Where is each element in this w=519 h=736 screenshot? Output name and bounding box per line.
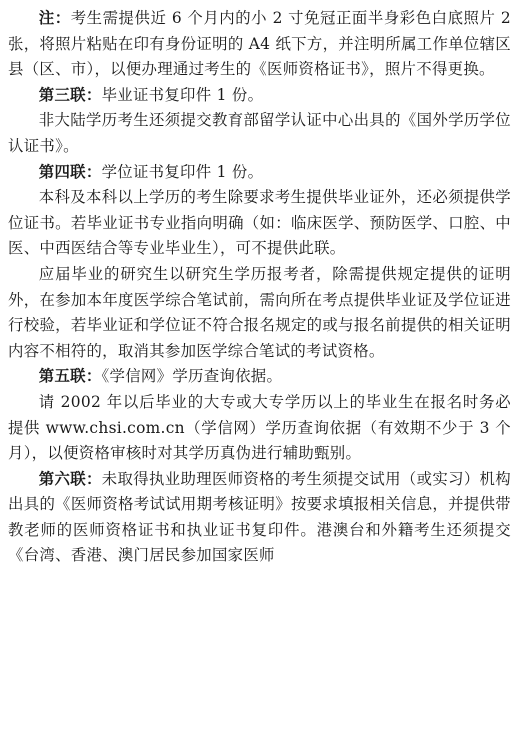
fifth-copy-paragraph xyxy=(8,364,511,390)
foreign-degree-text: 非大陆学历考生还须提交教育部留学认证中心出具的《国外学历学位认证书》。 xyxy=(8,111,511,155)
note-label: 注： xyxy=(38,9,71,27)
chsi-text: 请 2002 年以后毕业的大专或大专学历以上的毕业生在报名时务必提供 www.chsi.com.cn（学信网）学历查询依据（有效期不少于 3 个月），以便资格审核时对其学历真伪进行辅助甄别。 xyxy=(8,392,511,463)
foreign-degree-paragraph xyxy=(8,108,511,159)
note-text: 考生需提供近 6 个月内的小 2 寸免冠正面半身彩色白底照片 2 张，将照片粘贴在印有身份证明的 A4 纸下方，并注明所属工作单位辖区县（区、市），以便办理通过考生的《医师资格证书》，照片不得更换。 xyxy=(8,9,511,79)
graduate-text: 应届毕业的研究生以研究生学历报考者，除需提供规定提供的证明外，在参加本年度医学综合笔试前，需向所在考点提供毕业证及学位证进行校验，若毕业证和学位证不符合报名规定的或与报名前提供的相关证明内容不相符的，取消其参加医学综合笔试的考试资格。 xyxy=(8,264,511,360)
sixth-copy-text: 未取得执业助理医师资格的考生须提交试用（或实习）机构出具的《医师资格考试试用期考核证明》按要求填报相关信息，并提供带教老师的医师资格证书和执业证书复印件。港澳台和外籍考生还须提交《台湾、香港、澳门居民参加国家医师 xyxy=(8,469,511,565)
fourth-copy-label: 第四联： xyxy=(38,162,102,181)
note-paragraph xyxy=(8,6,511,83)
chsi-paragraph xyxy=(8,390,511,467)
graduate-paragraph xyxy=(8,262,511,364)
fourth-copy-paragraph xyxy=(8,160,511,186)
sixth-copy-label: 第六联： xyxy=(38,469,102,488)
fifth-copy-text: 《学信网》学历查询依据。 xyxy=(101,367,283,386)
fifth-copy-label: 第五联： xyxy=(38,367,102,386)
sixth-copy-paragraph xyxy=(8,467,511,569)
bachelor-text: 本科及本科以上学历的考生除要求考生提供毕业证外，还必须提供学位证书。若毕业证书专业指向明确（如：临床医学、预防医学、口腔、中医、中西医结合等专业毕业生），可不提供此联。 xyxy=(8,188,511,258)
bachelor-paragraph xyxy=(8,185,511,262)
third-copy-text: 毕业证书复印件 1 份。 xyxy=(101,85,264,104)
fourth-copy-text: 学位证书复印件 1 份。 xyxy=(101,162,264,181)
third-copy-label: 第三联： xyxy=(38,85,102,104)
third-copy-paragraph xyxy=(8,83,511,109)
